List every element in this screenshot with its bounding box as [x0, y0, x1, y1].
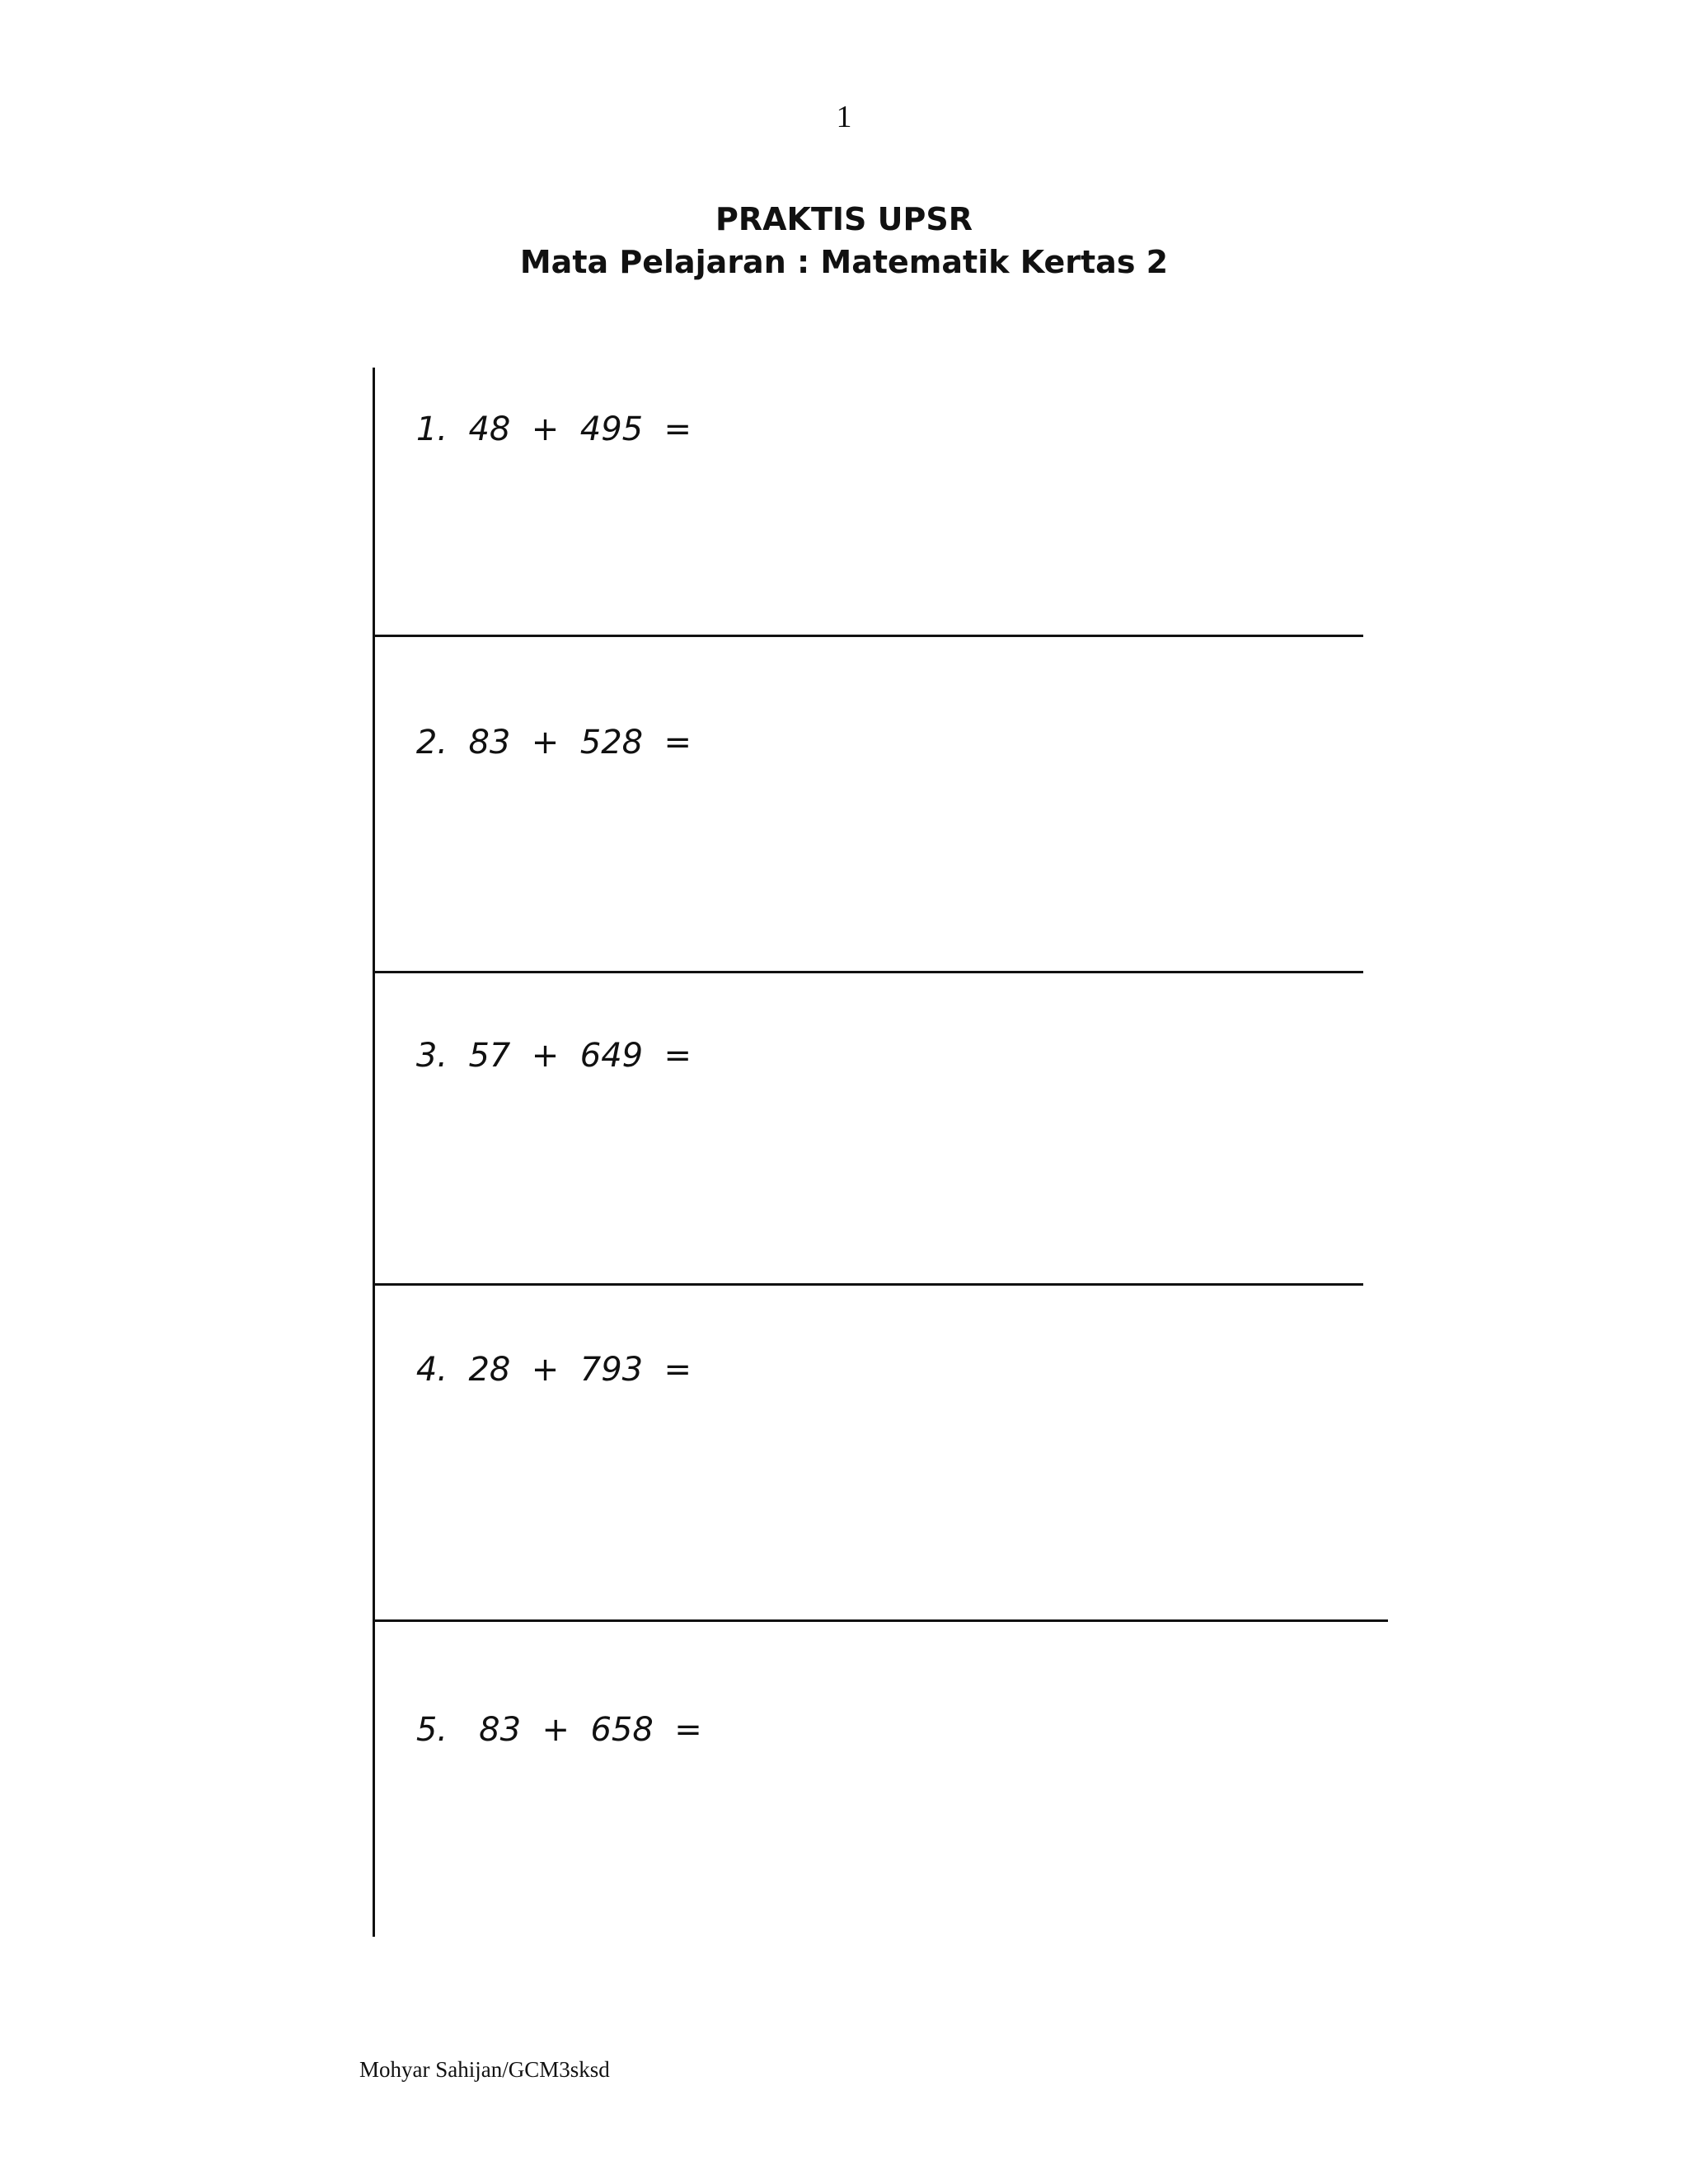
header — [0, 198, 1688, 284]
question-2 — [374, 681, 692, 804]
question-4 — [374, 1308, 692, 1432]
page-subtitle: Mata Pelajaran : Matematik Kertas 2 — [519, 244, 1169, 280]
divider-line — [373, 1619, 1388, 1622]
question-expression: 28 + 793 = — [468, 1351, 692, 1389]
question-number: 4. — [415, 1351, 448, 1389]
question-1 — [374, 368, 692, 491]
question-expression: 48 + 495 = — [468, 410, 692, 448]
question-number: 1. — [415, 410, 448, 448]
question-expression: 83 + 528 = — [468, 724, 692, 762]
worksheet-grid — [373, 368, 1395, 1933]
page-title: PRAKTIS UPSR — [715, 201, 973, 237]
question-number: 5. — [415, 1711, 448, 1749]
divider-line — [373, 971, 1363, 973]
question-number: 3. — [415, 1037, 448, 1075]
question-expression: 83 + 658 = — [468, 1711, 702, 1749]
question-expression: 57 + 649 = — [468, 1037, 692, 1075]
question-number: 2. — [415, 724, 448, 762]
page-number: 1 — [836, 100, 852, 134]
footer-credit: Mohyar Sahijan/GCM3sksd — [359, 2057, 610, 2082]
question-3 — [374, 994, 692, 1118]
question-5 — [374, 1668, 702, 1792]
divider-line — [373, 635, 1363, 637]
divider-line — [373, 1283, 1363, 1286]
